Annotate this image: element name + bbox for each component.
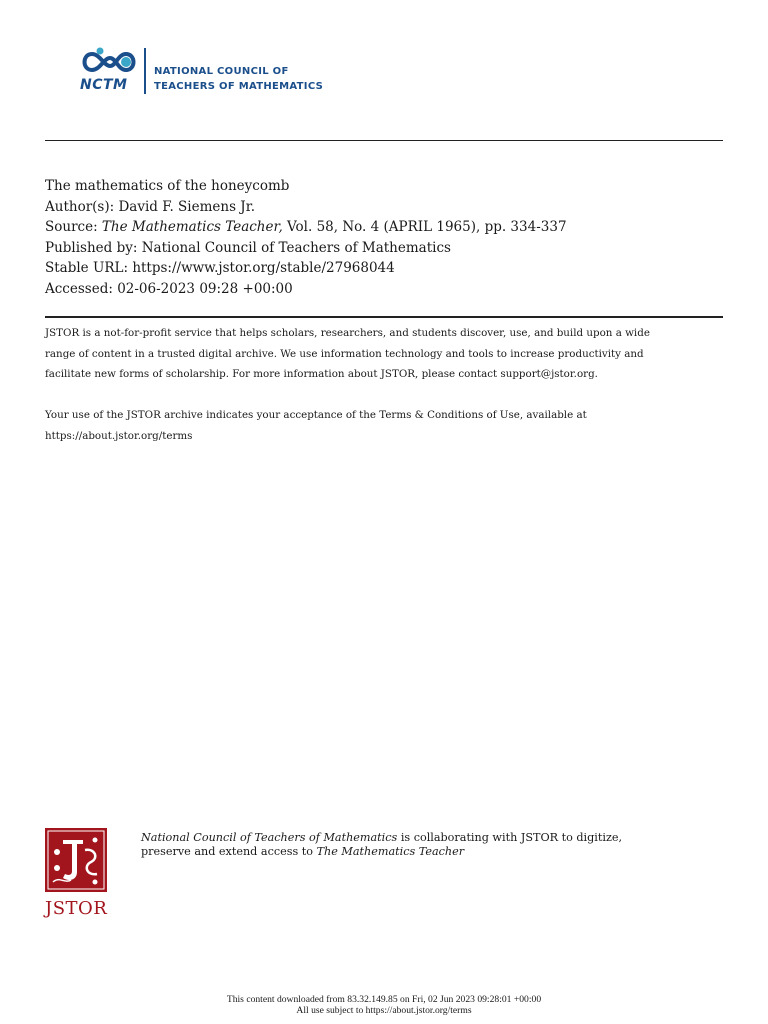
source-journal: The Mathematics Teacher,: [101, 219, 288, 235]
source-line: [45, 217, 725, 238]
notice-divider: [45, 316, 723, 318]
collab-line2: [141, 845, 701, 859]
nctm-full-name: [154, 64, 324, 94]
terms-notice-paragraph: [45, 405, 735, 446]
accessed-value: 02-06-2023 09:28 +00:00: [117, 280, 293, 297]
terms-link[interactable]: https://about.jstor.org/terms: [45, 429, 193, 442]
accessed-label: Accessed:: [45, 280, 118, 297]
authors-value: David F. Siemens Jr.: [118, 198, 255, 215]
publisher-line: [45, 238, 725, 259]
citation-block: [45, 176, 725, 299]
footer-download-info: This content downloaded from 83.32.149.85 on Fri, 02 Jun 2023 09:28:01 +00:00: [226, 994, 542, 1005]
publisher-value: National Council of Teachers of Mathematics: [141, 239, 451, 256]
stable-url-line: [45, 258, 725, 279]
nctm-logo: [78, 46, 324, 98]
notice-line: range of content in a trusted digital archive. We use information technology and tools to increase productivity and: [45, 347, 644, 360]
top-divider: [45, 140, 723, 141]
collab-text2: preserve and extend access to: [141, 845, 317, 858]
jstor-wordmark: JSTOR: [45, 898, 108, 919]
publisher-label: Published by:: [45, 239, 142, 256]
accessed-line: [45, 279, 725, 300]
terms-line: Your use of the JSTOR archive indicates your acceptance of the Terms & Conditions of Use, available at: [45, 409, 587, 421]
jstor-logo: [45, 828, 111, 922]
collaboration-statement: [141, 831, 701, 859]
nctm-abbreviation: NCTM: [80, 77, 128, 93]
notice-line: facilitate new forms of scholarship. For more information about JSTOR, please contact support@jstor.org.: [45, 368, 598, 380]
notice-line: JSTOR is a not-for-profit service that helps scholars, researchers, and students discover, use, and build upon a wide: [45, 327, 650, 339]
nctm-infinity-mark-icon: [78, 46, 140, 96]
collab-journal: The Mathematics Teacher: [316, 845, 465, 858]
jstor-notice-paragraph: [45, 323, 735, 385]
jstor-seal-icon: [45, 828, 107, 892]
stable-url-label: Stable URL:: [45, 260, 133, 276]
collab-org: National Council of Teachers of Mathematics: [141, 831, 398, 844]
collab-line1: [141, 831, 701, 845]
nctm-name-line1: NATIONAL COUNCIL OF: [154, 66, 289, 77]
source-details: Vol. 58, No. 4 (APRIL 1965), pp. 334-337: [287, 219, 567, 235]
nctm-name-line2: TEACHERS OF MATHEMATICS: [154, 81, 324, 92]
collab-text1: is collaborating with JSTOR to digitize,: [397, 831, 623, 844]
footer-terms: All use subject to https://about.jstor.org/terms: [296, 1005, 472, 1016]
source-label: Source:: [45, 219, 102, 235]
stable-url-link[interactable]: https://www.jstor.org/stable/27968044: [132, 260, 395, 276]
authors-label: Author(s):: [45, 198, 119, 215]
download-footer: [0, 994, 768, 1016]
authors-line: [45, 197, 725, 218]
nctm-logo-divider: [144, 48, 146, 94]
article-title: The mathematics of the honeycomb: [45, 178, 290, 194]
